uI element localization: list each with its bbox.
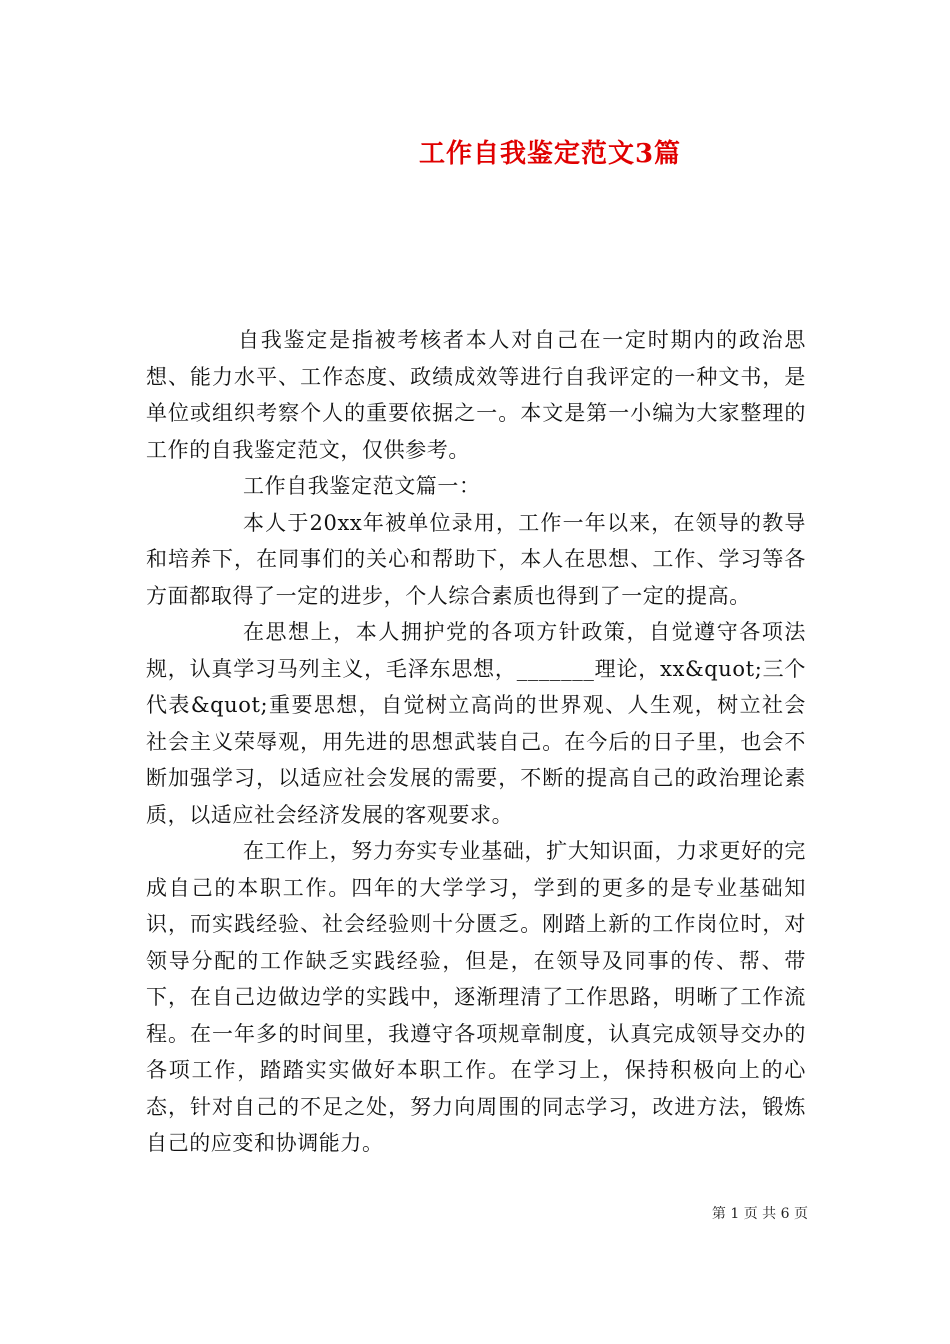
intro-paragraph: 自我鉴定是指被考核者本人对自己在一定时期内的政治思想、能力水平、工作态度、政绩成效等进行自我评定的一种文书，是单位或组织考察个人的重要依据之一。本文是第一小编为大家整理的工作的自我鉴定范文，仅供参考。	[146, 328, 806, 462]
page-number-footer: 第 1 页 共 6 页	[711, 1206, 808, 1222]
body-paragraph: 本人于20xx年被单位录用，工作一年以来，在领导的教导和培养下，在同事们的关心和帮助下，本人在思想、工作、学习等各方面都取得了一定的进步，个人综合素质也得到了一定的提高。	[146, 510, 806, 608]
document-title: 工作自我鉴定范文3篇	[418, 139, 682, 169]
section-heading: 工作自我鉴定范文篇一：	[243, 474, 481, 498]
body-paragraph: 在思想上，本人拥护党的各项方针政策，自觉遵守各项法规，认真学习马列主义，毛泽东思想，_______理论，xx&quot;三个代表&quot;重要思想，自觉树立高尚的世界观、人生观，树立社会社会主义荣辱观，用先进的思想武装自己。在今后的日子里，也会不断加强学习，以适应社会发展的需要，不断的提高自己的政治理论素质，以适应社会经济发展的客观要求。	[146, 620, 806, 827]
document-body	[146, 322, 806, 1162]
body-paragraph: 在工作上，努力夯实专业基础，扩大知识面，力求更好的完成自己的本职工作。四年的大学学习，学到的更多的是专业基础知识，而实践经验、社会经验则十分匮乏。刚踏上新的工作岗位时，对领导分配的工作缺乏实践经验，但是，在领导及同事的传、帮、带下，在自己边做边学的实践中，逐渐理清了工作思路，明晰了工作流程。在一年多的时间里，我遵守各项规章制度，认真完成领导交办的各项工作，踏踏实实做好本职工作。在学习上，保持积极向上的心态，针对自己的不足之处，努力向周围的同志学习，改进方法，锻炼自己的应变和协调能力。	[146, 839, 806, 1155]
